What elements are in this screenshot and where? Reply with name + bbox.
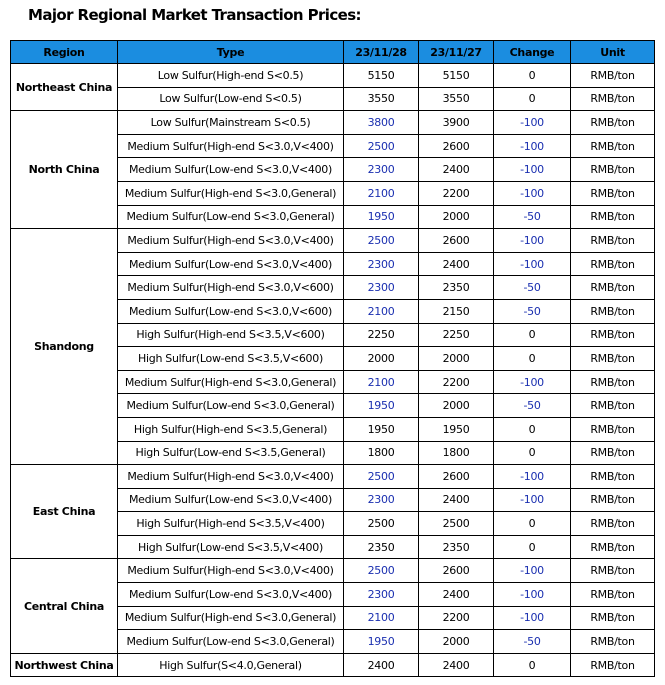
table-body [11,64,655,677]
current-price-cell: 2250 [344,323,419,347]
previous-price-cell: 2200 [419,606,494,630]
change-cell: -100 [494,158,571,182]
type-cell: High Sulfur(S<4.0,General) [118,653,344,677]
current-price-cell: 1950 [344,205,419,229]
current-price-cell: 2500 [344,512,419,536]
header-row [11,41,655,64]
unit-cell: RMB/ton [571,276,655,300]
previous-price-cell: 2400 [419,252,494,276]
unit-cell: RMB/ton [571,134,655,158]
type-cell: Medium Sulfur(High-end S<3.0,V<400) [118,465,344,489]
previous-price-cell: 2200 [419,181,494,205]
unit-cell: RMB/ton [571,606,655,630]
previous-price-cell: 2600 [419,134,494,158]
change-cell: -100 [494,606,571,630]
type-cell: Low Sulfur(Low-end S<0.5) [118,87,344,111]
unit-cell: RMB/ton [571,111,655,135]
type-cell: High Sulfur(High-end S<3.5,General) [118,417,344,441]
table-row [11,653,655,677]
current-price-cell: 2350 [344,535,419,559]
previous-price-cell: 2600 [419,229,494,253]
region-cell: North China [11,111,118,229]
change-cell: 0 [494,323,571,347]
type-cell: High Sulfur(Low-end S<3.5,V<600) [118,347,344,371]
current-price-cell: 2500 [344,134,419,158]
type-cell: Medium Sulfur(High-end S<3.0,General) [118,181,344,205]
table-row [11,229,655,253]
type-cell: Medium Sulfur(High-end S<3.0,General) [118,370,344,394]
change-cell: 0 [494,417,571,441]
change-cell: -100 [494,465,571,489]
previous-price-cell: 2400 [419,158,494,182]
type-cell: Medium Sulfur(Low-end S<3.0,V<400) [118,158,344,182]
current-price-cell: 1800 [344,441,419,465]
current-price-cell: 2300 [344,276,419,300]
previous-price-cell: 3550 [419,87,494,111]
current-price-cell: 2300 [344,488,419,512]
current-price-cell: 2500 [344,559,419,583]
current-price-cell: 3800 [344,111,419,135]
unit-cell: RMB/ton [571,64,655,88]
current-price-cell: 2400 [344,653,419,677]
unit-cell: RMB/ton [571,465,655,489]
region-cell: Central China [11,559,118,653]
unit-cell: RMB/ton [571,181,655,205]
region-cell: Northwest China [11,653,118,677]
change-cell: -50 [494,630,571,654]
previous-price-cell: 2000 [419,205,494,229]
type-cell: High Sulfur(Low-end S<3.5,General) [118,441,344,465]
table-row [11,465,655,489]
unit-cell: RMB/ton [571,229,655,253]
current-price-cell: 2100 [344,606,419,630]
current-price-cell: 2300 [344,583,419,607]
change-cell: -100 [494,111,571,135]
change-cell: -100 [494,488,571,512]
previous-price-cell: 2200 [419,370,494,394]
current-price-cell: 2500 [344,465,419,489]
current-price-cell: 2000 [344,347,419,371]
change-cell: -100 [494,370,571,394]
previous-price-cell: 2000 [419,347,494,371]
header-change: Change [494,41,571,64]
previous-price-cell: 2400 [419,653,494,677]
type-cell: Low Sulfur(Mainstream S<0.5) [118,111,344,135]
header-type: Type [118,41,344,64]
change-cell: 0 [494,347,571,371]
region-cell: Northeast China [11,64,118,111]
table-row [11,111,655,135]
change-cell: -100 [494,559,571,583]
change-cell: -50 [494,205,571,229]
type-cell: Low Sulfur(High-end S<0.5) [118,64,344,88]
header-region: Region [11,41,118,64]
unit-cell: RMB/ton [571,535,655,559]
current-price-cell: 2300 [344,252,419,276]
price-table [10,40,655,677]
type-cell: Medium Sulfur(High-end S<3.0,V<400) [118,229,344,253]
change-cell: 0 [494,535,571,559]
unit-cell: RMB/ton [571,158,655,182]
unit-cell: RMB/ton [571,512,655,536]
current-price-cell: 1950 [344,417,419,441]
current-price-cell: 2100 [344,370,419,394]
unit-cell: RMB/ton [571,205,655,229]
type-cell: High Sulfur(High-end S<3.5,V<600) [118,323,344,347]
unit-cell: RMB/ton [571,630,655,654]
previous-price-cell: 1800 [419,441,494,465]
change-cell: -100 [494,229,571,253]
type-cell: High Sulfur(Low-end S<3.5,V<400) [118,535,344,559]
unit-cell: RMB/ton [571,394,655,418]
header-date-previous: 23/11/27 [419,41,494,64]
unit-cell: RMB/ton [571,559,655,583]
current-price-cell: 2500 [344,229,419,253]
type-cell: Medium Sulfur(Low-end S<3.0,General) [118,394,344,418]
unit-cell: RMB/ton [571,323,655,347]
type-cell: Medium Sulfur(Low-end S<3.0,V<400) [118,488,344,512]
unit-cell: RMB/ton [571,417,655,441]
header-date-current: 23/11/28 [344,41,419,64]
unit-cell: RMB/ton [571,488,655,512]
previous-price-cell: 1950 [419,417,494,441]
current-price-cell: 2300 [344,158,419,182]
previous-price-cell: 2600 [419,465,494,489]
type-cell: Medium Sulfur(Low-end S<3.0,General) [118,205,344,229]
previous-price-cell: 3900 [419,111,494,135]
previous-price-cell: 2400 [419,583,494,607]
unit-cell: RMB/ton [571,583,655,607]
previous-price-cell: 5150 [419,64,494,88]
change-cell: 0 [494,512,571,536]
type-cell: High Sulfur(High-end S<3.5,V<400) [118,512,344,536]
unit-cell: RMB/ton [571,441,655,465]
previous-price-cell: 2600 [419,559,494,583]
previous-price-cell: 2400 [419,488,494,512]
previous-price-cell: 2150 [419,299,494,323]
unit-cell: RMB/ton [571,252,655,276]
change-cell: -100 [494,252,571,276]
previous-price-cell: 2000 [419,630,494,654]
change-cell: 0 [494,64,571,88]
page-title: Major Regional Market Transaction Prices: [28,6,361,24]
type-cell: Medium Sulfur(Low-end S<3.0,General) [118,630,344,654]
unit-cell: RMB/ton [571,87,655,111]
type-cell: Medium Sulfur(Low-end S<3.0,V<400) [118,583,344,607]
table-row [11,559,655,583]
type-cell: Medium Sulfur(High-end S<3.0,V<600) [118,276,344,300]
change-cell: -50 [494,276,571,300]
current-price-cell: 5150 [344,64,419,88]
table-row [11,64,655,88]
previous-price-cell: 2000 [419,394,494,418]
header-unit: Unit [571,41,655,64]
current-price-cell: 2100 [344,299,419,323]
change-cell: -50 [494,394,571,418]
change-cell: 0 [494,87,571,111]
type-cell: Medium Sulfur(Low-end S<3.0,V<600) [118,299,344,323]
change-cell: -50 [494,299,571,323]
previous-price-cell: 2250 [419,323,494,347]
previous-price-cell: 2350 [419,535,494,559]
type-cell: Medium Sulfur(Low-end S<3.0,V<400) [118,252,344,276]
type-cell: Medium Sulfur(High-end S<3.0,V<400) [118,134,344,158]
current-price-cell: 3550 [344,87,419,111]
previous-price-cell: 2500 [419,512,494,536]
current-price-cell: 1950 [344,394,419,418]
change-cell: -100 [494,181,571,205]
change-cell: -100 [494,583,571,607]
unit-cell: RMB/ton [571,370,655,394]
unit-cell: RMB/ton [571,347,655,371]
change-cell: 0 [494,441,571,465]
type-cell: Medium Sulfur(High-end S<3.0,General) [118,606,344,630]
change-cell: -100 [494,134,571,158]
region-cell: Shandong [11,229,118,465]
current-price-cell: 1950 [344,630,419,654]
type-cell: Medium Sulfur(High-end S<3.0,V<400) [118,559,344,583]
unit-cell: RMB/ton [571,653,655,677]
current-price-cell: 2100 [344,181,419,205]
region-cell: East China [11,465,118,559]
change-cell: 0 [494,653,571,677]
unit-cell: RMB/ton [571,299,655,323]
previous-price-cell: 2350 [419,276,494,300]
